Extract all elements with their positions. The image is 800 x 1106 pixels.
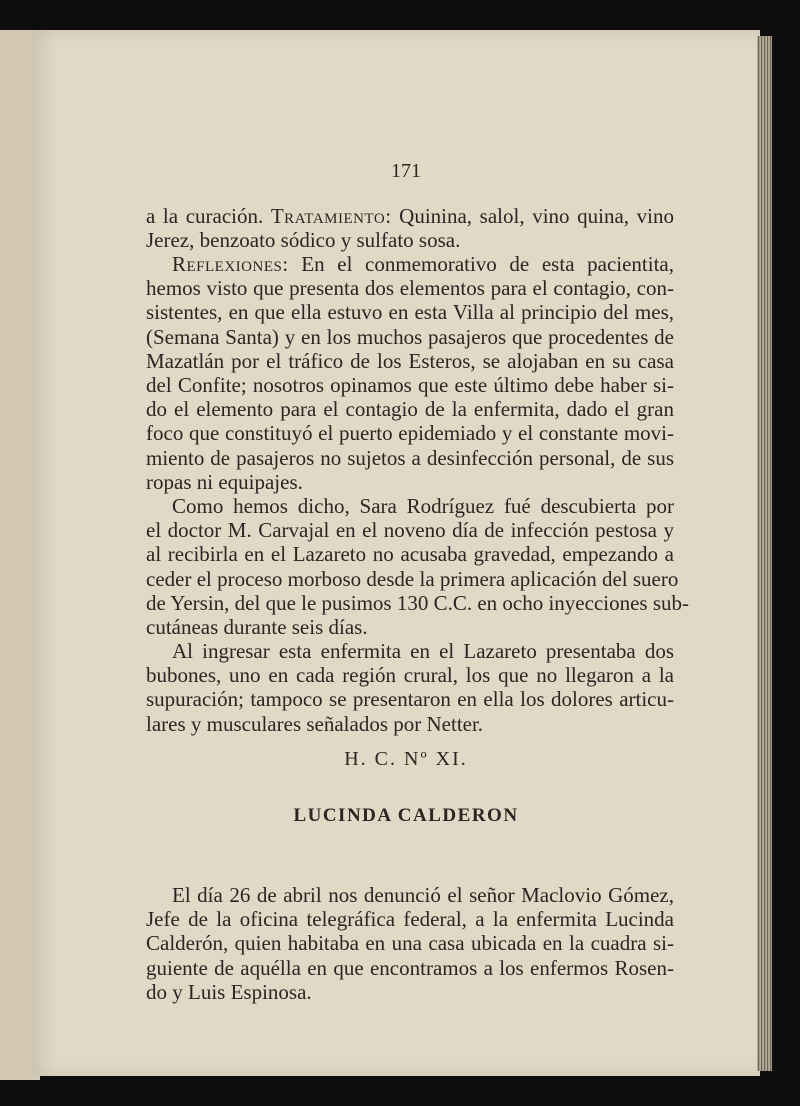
paragraph-lucinda [146, 883, 674, 1004]
book-page [32, 30, 760, 1076]
paragraph-reflexiones [146, 252, 674, 494]
text-line: a la curación. Tratamiento: Quinina, salol, vino quina, vino [146, 204, 674, 228]
text-line: de Yersin, del que le pusimos 130 C.C. en ocho inyecciones sub- [146, 590, 690, 615]
text-line: Jefe de la oficina telegráfica federal, a la enfermita Lucinda [146, 907, 674, 932]
patient-name-heading: LUCINDA CALDERON [293, 805, 519, 826]
text-line: do el elemento para el contagio de la enfermita, dado el gran [146, 397, 674, 422]
page-stack-edge [757, 36, 772, 1071]
text-line: Como hemos dicho, Sara Rodríguez fué descubierta por [172, 494, 674, 518]
text-line: hemos visto que presenta dos elementos para el contagio, con- [146, 276, 674, 301]
text-line: lares y musculares señalados por Netter. [146, 711, 484, 736]
paragraph-bubones [146, 639, 674, 736]
text-line: el doctor M. Carvajal en el noveno día de infección pestosa y [146, 518, 674, 543]
text-line: cutáneas durante seis días. [146, 615, 368, 640]
text-line: bubones, uno en cada región crural, los que no llegaron a la [146, 663, 674, 688]
text-line: Al ingresar esta enfermita en el Lazareto presentaba dos [172, 639, 674, 663]
text-line: Calderón, quien habitaba en una casa ubicada en la cuadra si- [146, 931, 674, 956]
text-line: do y Luis Espinosa. [146, 979, 312, 1004]
text-line: al recibirla en el Lazareto no acusaba gravedad, empezando a [146, 542, 674, 567]
text-line: supuración; tampoco se presentaron en ella los dolores articu- [146, 687, 674, 712]
paragraph-sara-rodriguez [146, 494, 690, 640]
text-line: miento de pasajeros no sujetos a desinfección personal, de sus [146, 445, 674, 470]
text-line: ceder el proceso morboso desde la primera aplicación del suero [146, 566, 679, 591]
text-line: (Semana Santa) y en los muchos pasajeros que procedentes de [146, 324, 674, 349]
text-line: Reflexiones: En el conmemorativo de esta pacientita, [172, 252, 674, 276]
text-line: ropas ni equipajes. [146, 469, 303, 494]
case-heading: H. C. Nº XI. [344, 748, 468, 770]
text-line: El día 26 de abril nos denunció el señor Maclovio Gómez, [172, 883, 674, 907]
text-line: del Confite; nosotros opinamos que este último debe haber si- [146, 373, 674, 398]
text-line: foco que constituyó el puerto epidemiado y el constante movi- [146, 421, 674, 446]
text-line: guiente de aquélla en que encontramos a los enfermos Rosen- [146, 955, 674, 980]
page-number: 171 [391, 160, 421, 182]
text-line: Mazatlán por el tráfico de los Esteros, se alojaban en su casa [146, 348, 674, 373]
text-line: Jerez, benzoato sódico y sulfato sosa. [146, 228, 461, 253]
paragraph-treatment [146, 204, 674, 252]
text-line: sistentes, en que ella estuvo en esta Villa al principio del mes, [146, 300, 674, 325]
